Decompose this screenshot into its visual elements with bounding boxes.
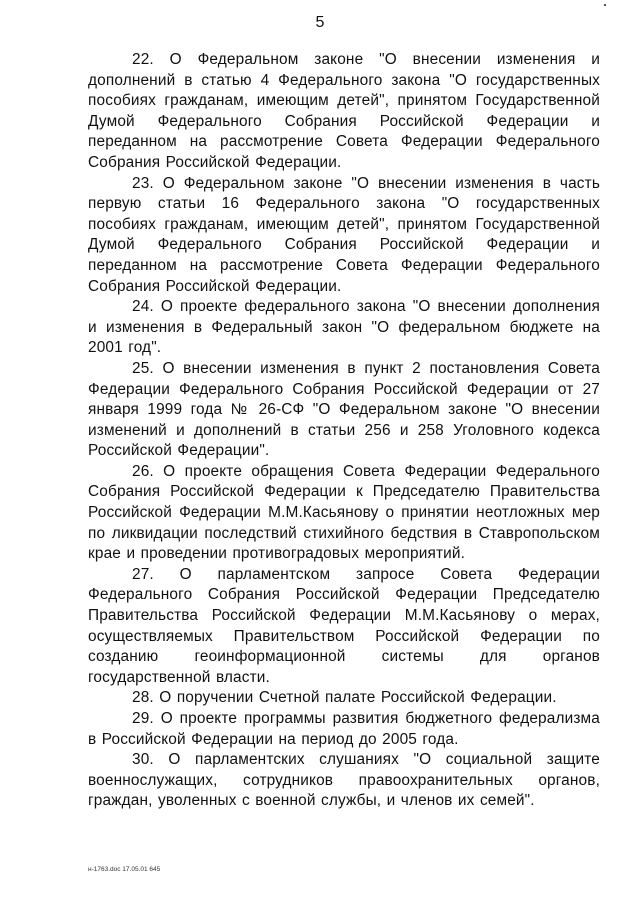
page-number: 5: [315, 14, 325, 31]
agenda-list: [88, 50, 600, 812]
agenda-item-26: 26. О проекте обращения Совета Федерации Федерального Собрания Российской Федерации к Председателю Правительства Российской Федерации М.М.Касьянову о принятии неотложных мер по ликвидации последствий стихийного бедствия в Ставропольском крае и проведении противоградовых мероприятий.: [88, 462, 600, 563]
agenda-item-27: 27. О парламентском запросе Совета Федерации Федерального Собрания Российской Федерации Председателю Правительства Российской Федерации М.М.Касьянову о мерах, осуществляемых Правительством Российской Федерации по созданию геоинформационной системы для органов государственной власти.: [88, 565, 600, 686]
agenda-item-30: 30. О парламентских слушаниях "О социальной защите военнослужащих, сотрудников правоохранительных органов, граждан, уволенных с военной службы, и членов их семей".: [88, 751, 600, 810]
agenda-item-28: 28. О поручении Счетной палате Российской Федерации.: [132, 689, 557, 707]
agenda-item-22: 22. О Федеральном законе "О внесении изменения и дополнений в статью 4 Федерального закона "О государственных пособиях гражданам, имеющим детей", принятом Государственной Думой Федерального Собрания Российской Федерации и переданном на рассмотрение Совета Федерации Федерального Собрания Российской Федерации.: [88, 51, 600, 171]
corner-mark: [604, 4, 606, 6]
agenda-item-25: 25. О внесении изменения в пункт 2 постановления Совета Федерации Федерального Собрания Российской Федерации от 27 января 1999 года № 26-СФ "О Федеральном законе "О внесении изменений и дополнений в статьи 256 и 258 Уголовного кодекса Российской Федерации".: [88, 359, 600, 460]
agenda-item-24: 24. О проекте федерального закона "О внесении дополнения и изменения в Федеральный закон "О федеральном бюджете на 2001 год".: [88, 298, 600, 357]
agenda-item-29: 29. О проекте программы развития бюджетного федерализма в Российской Федерации на период до 2005 года.: [88, 710, 600, 748]
agenda-item-23: 23. О Федеральном законе "О внесении изменения в часть первую статьи 16 Федерального закона "О государственных пособиях гражданам, имеющим детей", принятом Государственной Думой Федерального Собрания Российской Федерации и переданном на рассмотрение Совета Федерации Федерального Собрания Российской Федерации.: [88, 174, 600, 295]
document-footer: н-1763.doc 17.05.01 645: [88, 866, 161, 873]
